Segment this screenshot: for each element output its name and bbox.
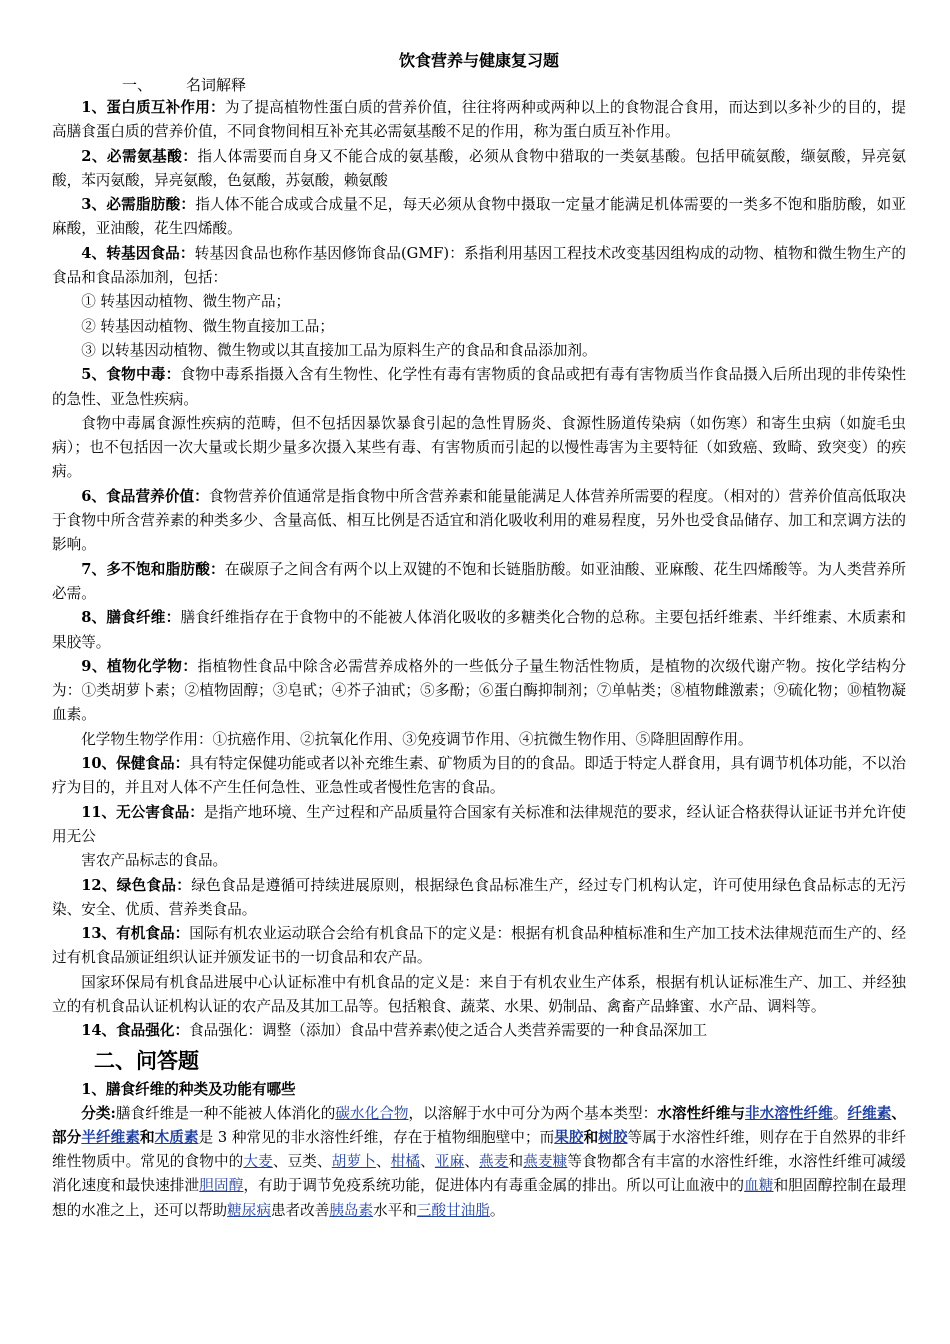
term-heading: 9、植物化学物： <box>81 657 198 675</box>
term-4 <box>52 242 906 291</box>
section-label: 名词解释 <box>186 76 247 94</box>
link-citrus[interactable]: 柑橘 <box>390 1153 421 1171</box>
answer-lead: 分类: <box>81 1104 116 1122</box>
link-hemicellulose[interactable]: 半纤维素 <box>81 1128 140 1146</box>
answer-bold: 和 <box>139 1128 155 1146</box>
term-body: 在碳原子之间含有两个以上双键的不饱和长链脂肪酸。如亚油酸、亚麻酸、花生四烯酸等。为人类营养所必需。 <box>52 560 906 602</box>
term-heading: 4、转基因食品： <box>81 244 195 262</box>
term-12 <box>52 874 906 923</box>
link-lignin[interactable]: 木质素 <box>154 1128 199 1146</box>
term-heading: 2、必需氨基酸： <box>81 147 198 165</box>
answer-1 <box>52 1102 906 1223</box>
link-oat-bran[interactable]: 燕麦糠 <box>523 1153 568 1171</box>
answer-text: 。 <box>489 1201 505 1219</box>
term-body: 指人体不能合成或合成量不足，每天必须从食物中摄取一定量才能满足机体需要的一类多不饱和脂肪酸，如亚麻酸，亚油酸，花生四烯酸。 <box>52 196 906 238</box>
term-4-list-item: ② 转基因动植物、微生物直接加工品； <box>81 317 334 335</box>
term-body: 食物中毒系指摄入含有生物性、化学性有毒有害物质的食品或把有毒有害物质当作食品摄入后所出现的非传染性的急性、亚急性疾病。 <box>52 366 906 408</box>
term-4-list-item: ③ 以转基因动植物、微生物或以其直接加工品为原料生产的食品和食品添加剂。 <box>81 341 597 359</box>
term-11 <box>52 801 906 850</box>
term-13 <box>52 922 906 971</box>
term-5-paragraph: 食物中毒属食源性疾病的范畴，但不包括因暴饮暴食引起的急性胃肠炎、食源性肠道传染病（如伤寒）和寄生虫病（如旋毛虫病）；也不包括因一次大量或长期少量多次摄入某些有毒、有害物质而引起的以慢性毒害为主要特征（如致癌、致畸、致突变）的疾病。 <box>52 414 906 481</box>
answer-bold: 水溶性纤维与 <box>657 1104 746 1122</box>
section-heading-2: 二、问答题 <box>94 1047 199 1073</box>
link-cellulose[interactable]: 纤维素 <box>847 1104 892 1122</box>
answer-text: 、豆类、 <box>272 1153 332 1171</box>
answer-text: 和胆固醇控制在最理想的水准之上，还可以帮助 <box>52 1177 906 1219</box>
term-7 <box>52 558 906 607</box>
term-8 <box>52 606 906 655</box>
term-9-paragraph: 化学物生物学作用：①抗癌作用、②抗氧化作用、③免疫调节作用、④抗微生物作用、⑤降胆固醇作用。 <box>81 730 753 748</box>
answer-bold: 和 <box>583 1128 599 1146</box>
term-10 <box>52 752 906 801</box>
question-1: 1、膳食纤维的种类及功能有哪些 <box>81 1080 296 1098</box>
term-heading: 6、食品营养价值： <box>81 487 209 505</box>
term-heading: 5、食物中毒： <box>81 366 181 384</box>
term-body: 指人体需要而自身又不能合成的氨基酸，必须从食物中猎取的一类氨基酸。包括甲硫氨酸，缬氨酸，异亮氨酸，苯丙氨酸，异亮氨酸，色氨酸，苏氨酸，赖氨酸 <box>52 147 906 189</box>
answer-bold: 、部分 <box>52 1104 906 1146</box>
link-barley[interactable]: 大麦 <box>243 1153 273 1171</box>
answer-text: 水平和 <box>373 1201 417 1219</box>
term-body: 食物营养价值通常是指食物中所含营养素和能量能满足人体营养所需要的程度。（相对的）营养价值高低取决于食物中所含营养素的种类多少、含量高低、相互比例是否适宜和消化吸收利用的难易程度，另外也受食品储存、加工和烹调方法的影响。 <box>52 487 906 554</box>
answer-text: 是 3 种常见的非水溶性纤维，存在于植物细胞壁中；而 <box>198 1128 555 1146</box>
answer-text: ，以溶解于水中可分为两个基本类型： <box>408 1104 658 1122</box>
term-heading: 8、膳食纤维： <box>81 609 181 627</box>
term-body: 指植物性食品中除含必需营养成格外的一些低分子量生物活性物质，是植物的次级代谢产物。按化学结构分为：①类胡萝卜素；②植物固醇；③皂甙；④芥子油甙；⑤多酚；⑥蛋白酶抑制剂；⑦单帖类；⑧植物雌激素；⑨硫化物；⑩植物凝血素。 <box>52 657 906 724</box>
term-heading: 11、无公害食品： <box>81 803 204 821</box>
answer-text: 等食物都含有丰富的水溶性纤维，水溶性纤维可减缓消化速度和最快速排泄 <box>52 1153 906 1195</box>
term-heading: 14、食品强化： <box>81 1022 190 1040</box>
link-triglyceride[interactable]: 三酸甘油脂 <box>416 1201 490 1219</box>
term-heading: 1、蛋白质互补作用： <box>81 99 225 116</box>
term-4-list-item: ① 转基因动植物、微生物产品； <box>81 293 291 311</box>
section-heading-1 <box>52 74 906 96</box>
term-1 <box>52 96 906 145</box>
term-body: 国际有机农业运动联合会给有机食品下的定义是：根据有机食品种植标准和生产加工技术法律规范而生产的、经过有机食品颁证组织认证并颁发证书的一切食品和农产品。 <box>52 925 906 967</box>
term-body: 具有特定保健功能或者以补充维生素、矿物质为目的的食品。即适于特定人群食用，具有调节机体功能，不以治疗为目的，并且对人体不产生任何急性、亚急性或者慢性危害的食品。 <box>52 755 906 797</box>
link-gum[interactable]: 树胶 <box>598 1128 628 1146</box>
answer-text: 和 <box>508 1153 524 1171</box>
link-oats[interactable]: 燕麦 <box>479 1153 509 1171</box>
term-heading: 3、必需脂肪酸： <box>81 196 196 214</box>
link-flax[interactable]: 亚麻 <box>434 1153 465 1171</box>
link-diabetes[interactable]: 糖尿病 <box>227 1201 271 1219</box>
answer-text: 患者改善 <box>270 1201 330 1219</box>
term-5 <box>52 363 906 412</box>
term-3 <box>52 193 906 242</box>
term-body: 转基因食品也称作基因修饰食品(GMF)：系指利用基因工程技术改变基因组构成的动物、植物和微生物生产的食品和食品添加剂，包括： <box>52 244 906 287</box>
term-body: 膳食纤维指存在于食物中的不能被人体消化吸收的多糖类化合物的总称。主要包括纤维素、半纤维素、木质素和果胶等。 <box>52 609 906 651</box>
answer-text: 膳食纤维是一种不能被人体消化的 <box>115 1104 336 1122</box>
section-number: 一、 <box>122 76 153 94</box>
term-13-paragraph: 国家环保局有机食品进展中心认证标准中有机食品的定义是：来自于有机农业生产体系，根据有机认证标准生产、加工、并经独立的有机食品认证机构认证的农产品及其加工品等。包括粮食、蔬菜、水果、奶制品、禽畜产品蜂蜜、水产品、调料等。 <box>52 973 906 1015</box>
term-body: 为了提高植物性蛋白质的营养价值，往往将两种或两种以上的食物混合食用，而达到以多补少的目的，提高膳食蛋白质的营养价值，不同食物间相互补充其必需氨基酸不足的作用，称为蛋白质互补作用。 <box>52 99 906 141</box>
term-11-paragraph: 害农产品标志的食品。 <box>81 852 228 870</box>
document-title: 饮食营养与健康复习题 <box>398 51 559 70</box>
link-insulin[interactable]: 胰岛素 <box>329 1201 374 1219</box>
answer-text: 等属于水溶性纤维，则存在于自然界的非纤维性物质中。常见的食物中的 <box>52 1128 906 1171</box>
term-body: 食品强化：调整（添加）食品中营养素◊使之适合人类营养需要的一种食品深加工 <box>189 1022 708 1040</box>
term-heading: 7、多不饱和脂肪酸： <box>81 560 225 578</box>
term-heading: 10、保健食品： <box>81 755 190 773</box>
term-9 <box>52 655 906 728</box>
link-cholesterol[interactable]: 胆固醇 <box>199 1177 244 1195</box>
term-14 <box>52 1019 906 1043</box>
answer-text: 、 <box>420 1153 435 1171</box>
term-heading: 13、有机食品： <box>81 925 190 943</box>
term-heading: 12、绿色食品： <box>81 876 192 894</box>
term-body: 是指产地环境、生产过程和产品质量符合国家有关标准和法律规范的要求，经认证合格获得认证证书并允许使用无公 <box>52 803 906 845</box>
answer-text: 。 <box>832 1104 848 1122</box>
answer-text: 、 <box>375 1153 391 1171</box>
term-6 <box>52 485 906 558</box>
link-carrot[interactable]: 胡萝卜 <box>331 1153 376 1171</box>
link-pectin[interactable]: 果胶 <box>554 1128 584 1146</box>
answer-text: ，有助于调节免疫系统功能，促进体内有毒重金属的排出。所以可让血液中的 <box>243 1177 745 1195</box>
term-2 <box>52 145 906 194</box>
answer-text: 、 <box>464 1153 480 1171</box>
link-blood-sugar[interactable]: 血糖 <box>744 1177 774 1195</box>
link-carbohydrate[interactable]: 碳水化合物 <box>335 1104 409 1122</box>
term-body: 绿色食品是遵循可持续进展原则，根据绿色食品标准生产，经过专门机构认定，许可使用绿色食品标志的无污染、安全、优质、营养类食品。 <box>52 876 907 918</box>
link-insoluble-fiber[interactable]: 非水溶性纤维 <box>745 1104 833 1122</box>
